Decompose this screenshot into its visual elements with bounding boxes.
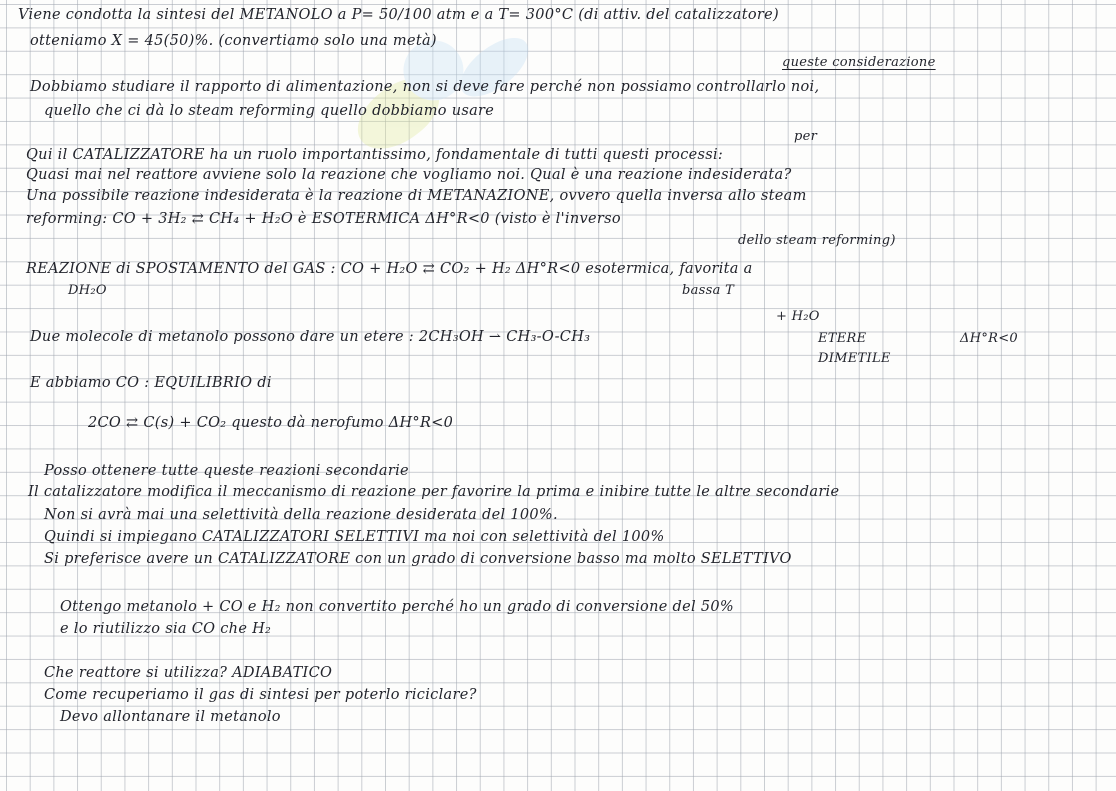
- note-line-8b: dello steam reforming): [738, 233, 896, 248]
- note-line-11c: ΔH°R<0: [960, 331, 1018, 346]
- note-line-8: reforming: CO + 3H₂ ⇄ CH₄ + H₂O è ESOTERMICA ΔH°R<0 (visto è l'inverso: [26, 211, 621, 227]
- note-line-15: Il catalizzatore modifica il meccanismo di reazione per favorire la prima e inibire tutte le altre secondarie: [28, 484, 840, 500]
- note-line-2: otteniamo X = 45(50)%. (convertiamo solo una metà): [30, 33, 437, 49]
- note-line-12: E abbiamo CO : EQUILIBRIO di: [30, 375, 272, 391]
- note-line-14: Posso ottenere tutte queste reazioni secondarie: [44, 463, 409, 479]
- note-line-19: Ottengo metanolo + CO e H₂ non convertito perché ho un grado di conversione del 50%: [60, 599, 734, 615]
- note-line-11: Due molecole di metanolo possono dare un etere : 2CH₃OH ⇀ CH₃-O-CH₃: [30, 329, 591, 345]
- note-line-21: Che reattore si utilizza? ADIABATICO: [44, 665, 333, 681]
- note-line-11b: ETERE: [818, 331, 867, 346]
- note-line-3: Dobbiamo studiare il rapporto di alimentazione, non si deve fare perché non possiamo controllarlo noi,: [30, 79, 820, 95]
- note-line-11d: DIMETILE: [818, 351, 891, 366]
- note-line-13: 2CO ⇄ C(s) + CO₂ questo dà nerofumo ΔH°R<0: [88, 415, 454, 431]
- note-line-16: Non si avrà mai una selettività della reazione desiderata del 100%.: [44, 507, 558, 523]
- note-line-20: e lo riutilizzo sia CO che H₂: [60, 621, 272, 637]
- note-line-5: Qui il CATALIZZATORE ha un ruolo importantissimo, fondamentale di tutti questi processi:: [26, 147, 724, 163]
- note-line-23: Devo allontanare il metanolo: [60, 709, 281, 725]
- note-line-17: Quindi si impiegano CATALIZZATORI SELETTIVI ma noi con selettività del 100%: [44, 529, 665, 545]
- note-insert-1: queste considerazione: [782, 55, 936, 70]
- note-line-22: Come recuperiamo il gas di sintesi per poterlo riciclare?: [44, 687, 477, 703]
- note-line-7: Una possibile reazione indesiderata è la reazione di METANAZIONE, ovvero quella inversa allo steam: [26, 188, 807, 204]
- note-line-10b: bassa T: [682, 283, 735, 298]
- note-line-6: Quasi mai nel reattore avviene solo la reazione che vogliamo noi. Qual è una reazione indesiderata?: [26, 167, 792, 183]
- note-line-1: Viene condotta la sintesi del METANOLO a P= 50/100 atm e a T= 300°C (di attiv. del catalizzatore): [18, 7, 779, 23]
- note-insert-3: + H₂O: [776, 309, 820, 324]
- note-insert-2: per: [794, 129, 818, 144]
- note-line-18: Si preferisce avere un CATALIZZATORE con un grado di conversione basso ma molto SELETTIVO: [44, 551, 792, 567]
- note-line-4: quello che ci dà lo steam reforming quello dobbiamo usare: [44, 103, 495, 119]
- note-line-9: REAZIONE di SPOSTAMENTO del GAS : CO + H₂O ⇄ CO₂ + H₂ ΔH°R<0 esotermica, favorita a: [26, 261, 753, 277]
- note-line-10a: DH₂O: [68, 283, 107, 298]
